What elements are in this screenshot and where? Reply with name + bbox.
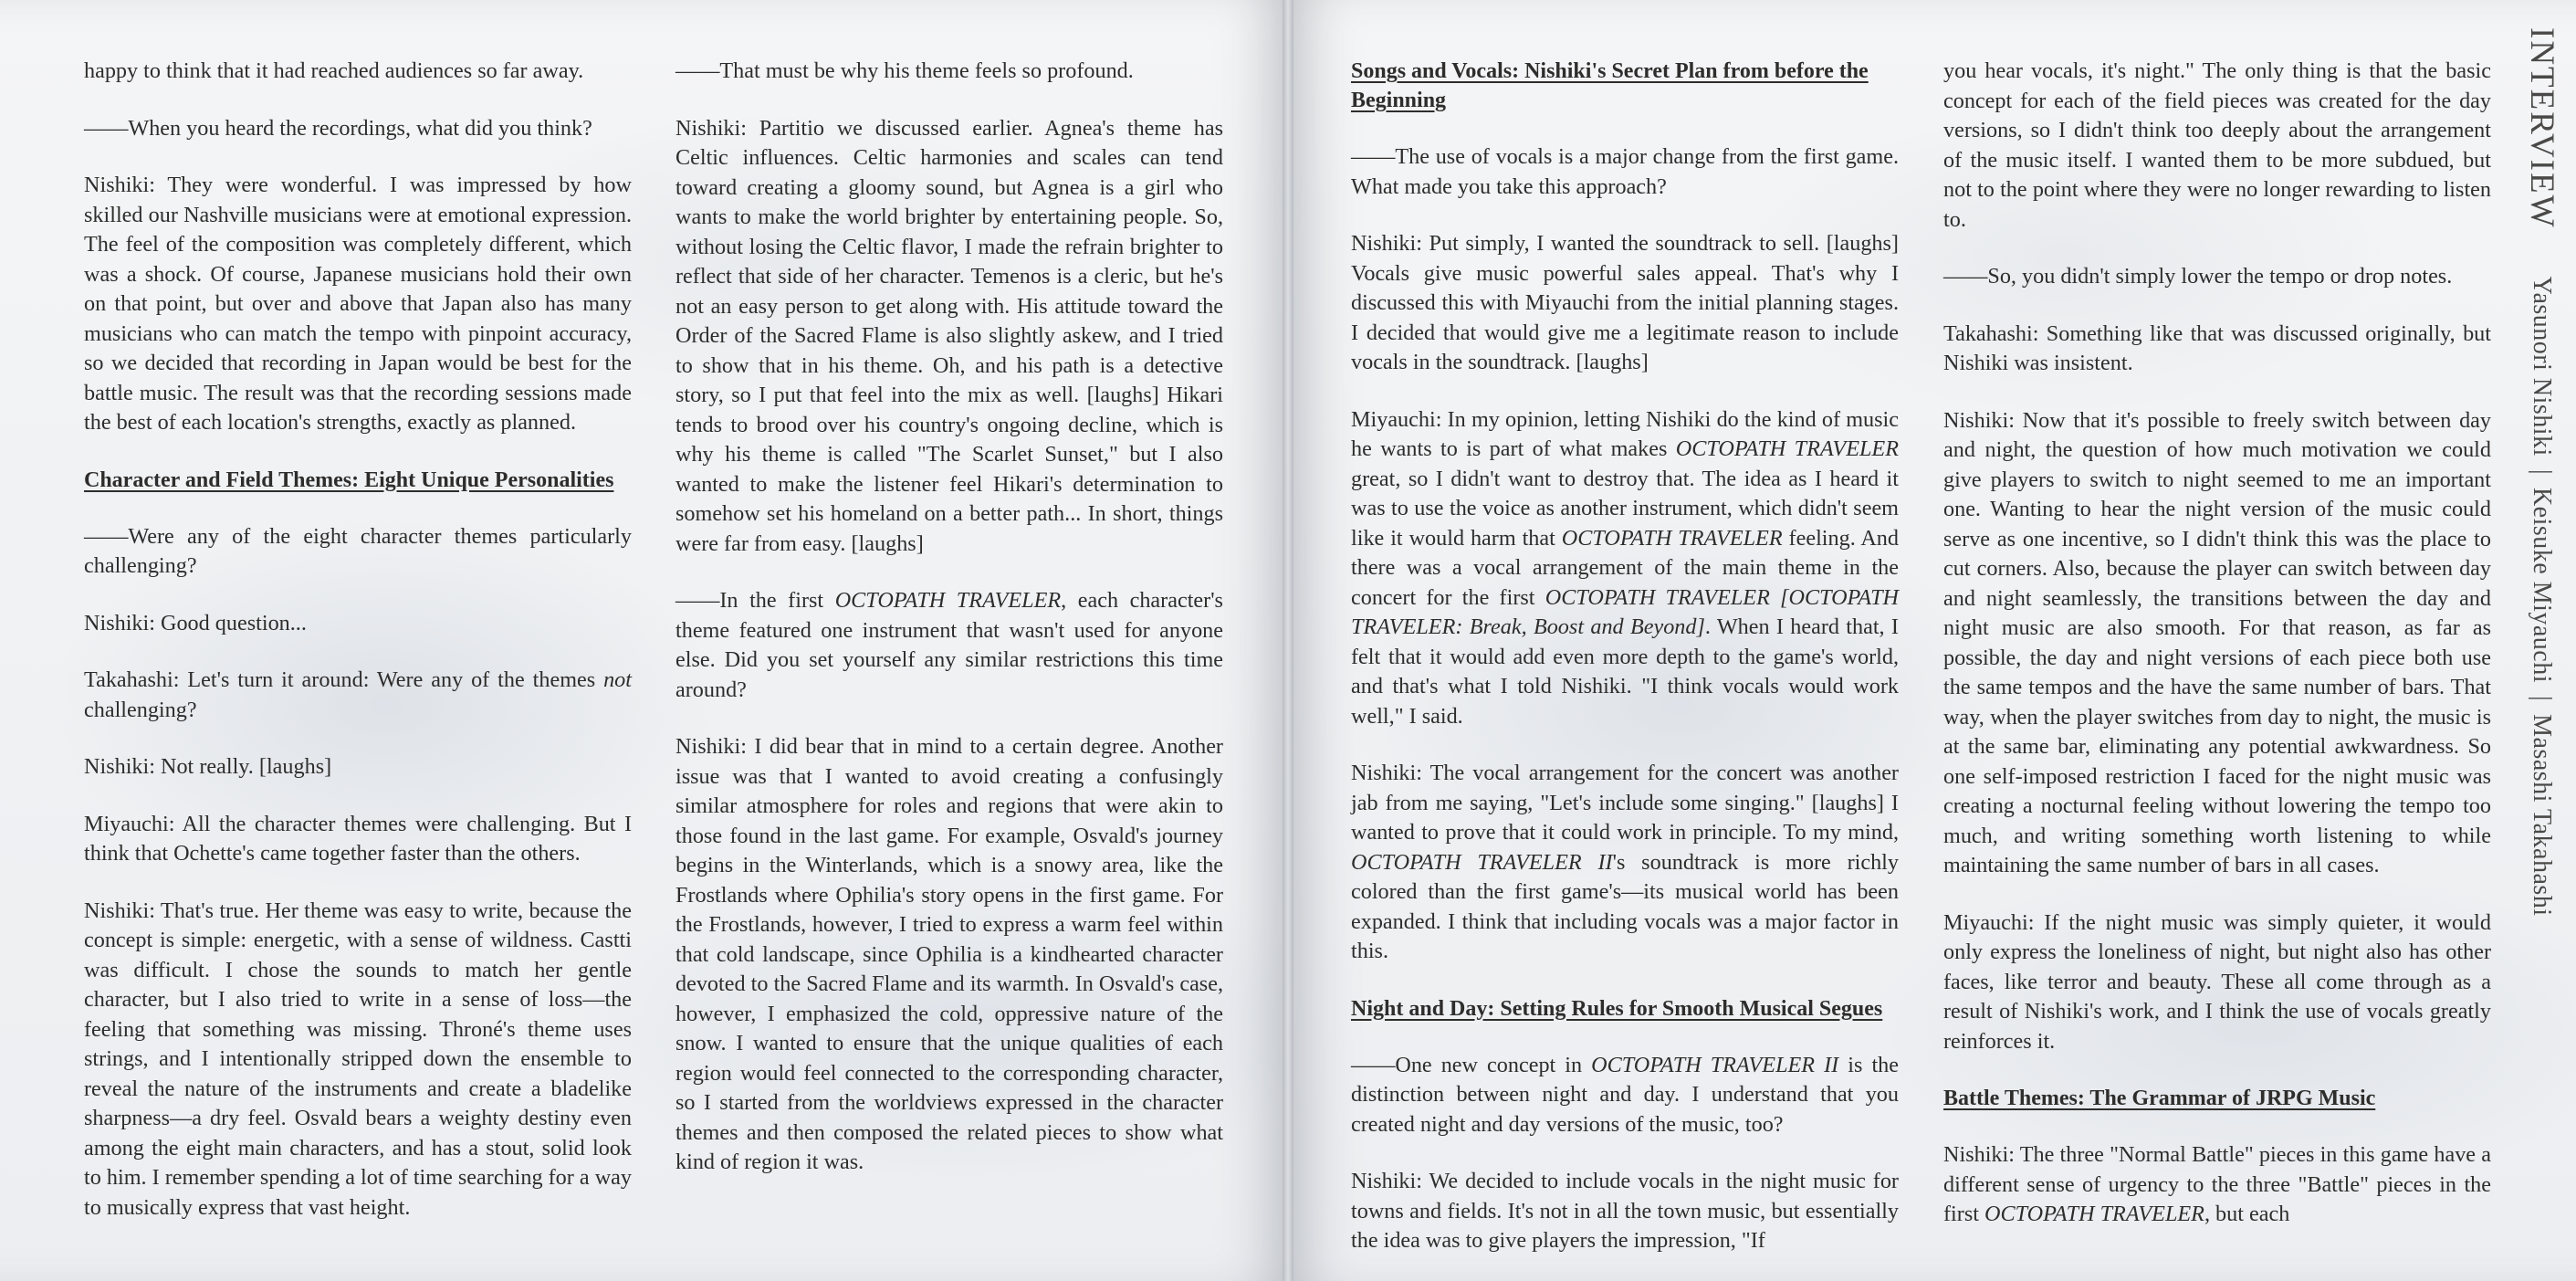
running-header [2522,27,2561,917]
game-title: OCTOPATH TRAVELER [OCTOPATH TRAVELER: Break, Boost and Beyond] [1351,584,1900,639]
paragraph: Nishiki: They were wonderful. I was impressed by how skilled our Nashville musicians were at emotional expression. The feel of the composition was completely different, which was a shock. Of course, Japanese musicians hold their own on that point, but over and above that Japan also has many musicians who can match the tempo with pinpoint accuracy, so we decided that recording in Japan would be best for the battle music. The result was that the recording sessions made the best of each location's strengths, exactly as planned. [84,173,632,435]
game-title: OCTOPATH TRAVELER II [1351,849,1613,875]
emphasis: not [603,667,632,692]
left-page [0,0,1283,1281]
game-title: OCTOPATH TRAVELER [1561,525,1783,551]
section-label: INTERVIEW [2523,27,2560,229]
book-gutter [1283,0,1293,1281]
paragraph: Nishiki: Put simply, I wanted the soundtrack to sell. [laughs] Vocals give music powerful sales appeal. That's why I discussed this with Miyauchi from the initial planning stages. I decided that would give me a legitimate reason to include vocals in the soundtrack. [laughs] [1351,231,1899,374]
paragraph: Nishiki: That's true. Her theme was easy to write, because the concept is simple: energetic, with a sense of wildness. Castti was difficult. I chose the sounds to match her gentle character, but I also tried to write in a sense of loss—the feeling that something was missing. Throné's theme uses strings, and I intentionally stripped down the ensemble to reveal the nature of the instruments and create a bladelike sharpness—a dry feel. Osvald bears a weighty destiny even among the eight main characters, and has a stout, solid look to him. I remember spending a lot of time searching for a way to musically express that vast height. [84,898,632,1220]
paragraph: Miyauchi: If the night music was simply quieter, it would only express the loneliness of night, but night also has other faces, like terror and beauty. These all come through as a result of Nishiki's work, and I think the use of vocals greatly reinforces it. [1943,909,2491,1054]
section-heading: Character and Field Themes: Eight Unique Personalities [84,467,614,492]
paragraph: Nishiki: Good question... [84,610,307,635]
paragraph: Nishiki: I did bear that in mind to a certain degree. Another issue was that I wanted to avoid creating a confusingly similar atmosphere for roles and regions that were akin to those found in the last game. For example, Osvald's journey begins in the Winterlands, which is a snowy area, like the Frostlands where Ophilia's story opens in the first game. For the Frostlands, however, I tried to express a warm feel within that cold landscape, since Ophilia is a kindhearted character devoted to the Sacred Flame and its warmth. In Osvald's case, however, I emphasized the cold, oppressive nature of the snow. I wanted to ensure that the unique qualities of each region would feel connected to the corresponding character, so I started from the worldviews expressed in the character themes and then composed the related pieces to show what kind of region it was. [675,734,1223,1174]
paragraph: Takahashi: Something like that was discussed originally, but Nishiki was insistent. [1943,320,2491,375]
paragraph: Nishiki: Now that it's possible to freely switch between day and night, the question of how much motivation we could give players to switch to night seemed to me an important one. Wanting to hear the night version of the music could serve as one incentive, so I didn't think this was the place to cut corners. Also, because the player can switch between day and night seamlessly, the transitions between the day and night music are also smooth. For that reason, as far as possible, the day and night versions of each piece both use the same tempos and the have the same number of bars. That way, when the player switches from day to night, the music is at the same bar, eliminating any potential awkwardness. So one self-imposed restriction I faced for the night music was creating a nocturnal feeling without lowering the tempo too much, and writing something worth listening to while maintaining the same number of bars in all cases. [1943,407,2491,877]
paragraph: Nishiki: The three "Normal Battle" pieces in this game have a different sense of urgency to the three "Battle" pieces in the first OCTOPATH TRAVELER, but each [1943,1142,2491,1226]
interviewer-question: ——So, you didn't simply lower the tempo or drop notes. [1943,264,2453,289]
paragraph: Miyauchi: In my opinion, letting Nishiki do the kind of music he wants to is part of what makes OCTOPATH TRAVELER great, so I didn't want to destroy that. The idea as I heard it was to use the voice as another instrument, which didn't seem like it would harm that OCTOPATH TRAVELER feeling. And there was a vocal arrangement of the main theme in the concert for the first OCTOPATH TRAVELER [OCTOPATH TRAVELER: Break, Boost and Beyond]. When I heard that, I felt that it would add even more depth to the game's world, and that's what I told Nishiki. "I think vocals would work well," I said. [1351,406,1900,729]
game-title: OCTOPATH TRAVELER [1675,436,1899,461]
name-separator: | [2528,696,2556,702]
paragraph: Nishiki: The vocal arrangement for the concert was another jab from me saying, "Let's include some singing." [laughs] I wanted to prove that it could work in principle. To my mind, OCTOPATH TRAVELER II's soundtrack is more richly colored than the first game's—its musical world has been expanded. I think that including vocals was a major factor in this. [1351,761,1899,963]
interviewer-question: ——That must be why his theme feels so profound. [675,58,1134,83]
paragraph: Takahashi: Let's turn it around: Were any of the themes not challenging? [84,667,632,722]
game-title: OCTOPATH TRAVELER [834,588,1062,613]
column-4 [1943,57,2491,1257]
paragraph: Miyauchi: All the character themes were challenging. But I think that Ochette's came together faster than the others. [84,811,632,866]
interviewer-question: ——When you heard the recordings, what did you think? [84,115,592,141]
game-title: OCTOPATH TRAVELER II [1591,1052,1839,1077]
paragraph: Nishiki: We decided to include vocals in the night music for towns and fields. It's not in all the town music, but essentially the idea was to give players the impression, "If [1351,1169,1899,1253]
right-page [1293,0,2576,1281]
column-3 [1351,57,1899,1281]
column-1 [84,57,632,1250]
paragraph: Nishiki: Not really. [laughs] [84,754,332,779]
paragraph: happy to think that it had reached audiences so far away. [84,58,584,83]
interviewer-question: ——Were any of the eight character themes particularly challenging? [84,523,632,578]
section-heading: Night and Day: Setting Rules for Smooth Musical Segues [1351,996,1883,1021]
section-heading: Battle Themes: The Grammar of JRPG Music [1943,1087,2376,1110]
name-separator: | [2528,468,2556,475]
section-heading: Songs and Vocals: Nishiki's Secret Plan from before the Beginning [1351,59,1869,112]
paragraph: you hear vocals, it's night." The only thing is that the basic concept for each of the field pieces was created for the day versions, so I didn't think too deeply about the arrangement of the music itself. I wanted them to be more subdued, but not to the point where they were no longer rewarding to listen to. [1943,58,2491,232]
game-title: OCTOPATH TRAVELER [1984,1202,2204,1226]
interviewer-question: ——The use of vocals is a major change from the first game. What made you take this approach? [1351,144,1899,199]
interviewee-name: Masashi Takahashi [2528,714,2556,917]
interviewee-name: Keisuke Miyauchi [2528,487,2556,684]
column-2 [675,57,1223,1205]
interviewer-question: ——One new concept in OCTOPATH TRAVELER II is the distinction between night and day. I understand that you created night and day versions of the music, too? [1351,1052,1899,1137]
interviewee-name: Yasunori Nishiki [2528,276,2556,457]
interviewer-question: ——In the first OCTOPATH TRAVELER, each character's theme featured one instrument that wasn't used for anyone else. Did you set yourself any similar restrictions this time around? [675,588,1223,702]
paragraph: Nishiki: Partitio we discussed earlier. Agnea's theme has Celtic influences. Celtic harmonies and scales can tend toward creating a gloomy sound, but Agnea is a girl who wants to make the world brighter by entertaining people. So, without losing the Celtic flavor, I made the refrain brighter to reflect that side of her character. Temenos is a cleric, but he's not an easy person to get along with. His attitude toward the Order of the Sacred Flame is also slightly askew, and I tried to show that in his theme. Oh, and his path is a detective story, so I put that feel into the mix as well. [laughs] Hikari tends to brood over his country's ongoing decline, which is why his theme is called "The Scarlet Sunset," but I also wanted to make the listener feel Hikari's determination to somehow set his homeland on a better path... In short, things were far from easy. [laughs] [675,115,1223,556]
